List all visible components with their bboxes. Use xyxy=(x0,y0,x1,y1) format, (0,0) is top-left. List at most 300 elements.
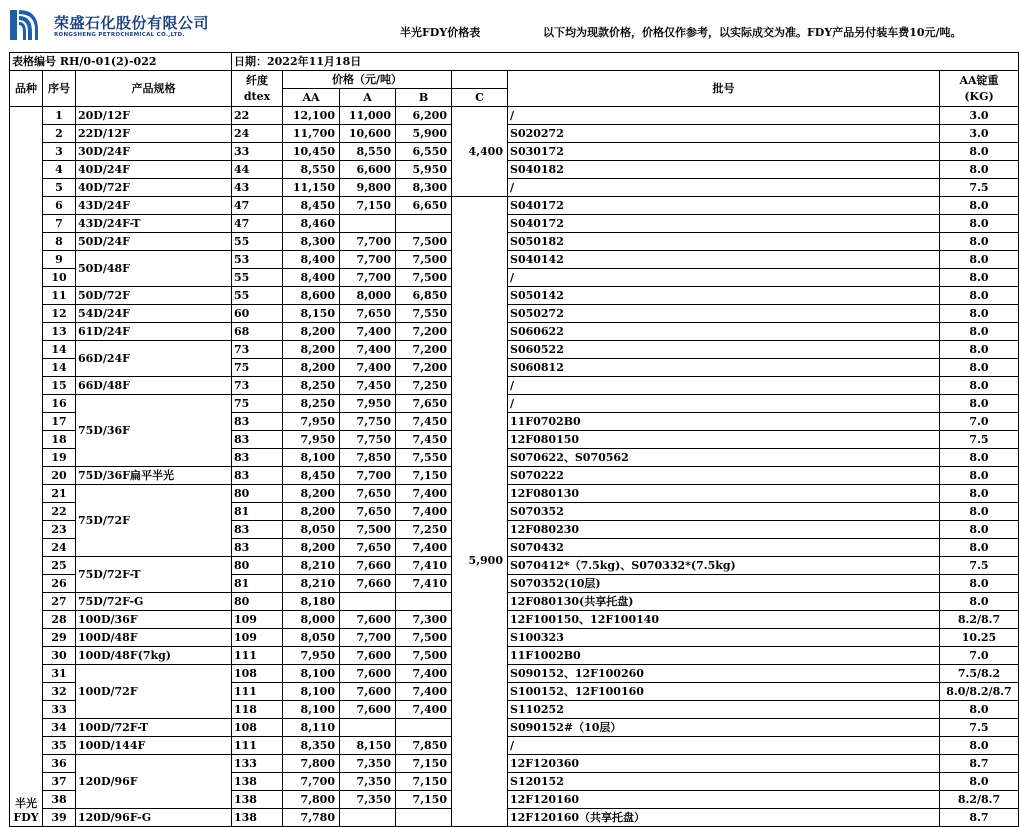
meta-row xyxy=(10,53,1019,71)
batch-cell: S050182 xyxy=(508,233,940,251)
seq-cell: 20 xyxy=(43,467,76,485)
price-b-cell: 7,150 xyxy=(396,773,452,791)
price-a-cell: 6,600 xyxy=(340,161,396,179)
price-b-cell: 7,400 xyxy=(396,683,452,701)
price-a-cell: 7,600 xyxy=(340,665,396,683)
table-row xyxy=(10,305,1019,323)
weight-cell: 8.0 xyxy=(940,215,1019,233)
batch-cell: S020272 xyxy=(508,125,940,143)
batch-cell: 12F120160（共享托盘） xyxy=(508,809,940,827)
seq-cell: 30 xyxy=(43,647,76,665)
table-row xyxy=(10,557,1019,575)
batch-cell: 11F0702B0 xyxy=(508,413,940,431)
dtex-cell: 24 xyxy=(232,125,283,143)
price-aa-cell: 7,700 xyxy=(283,773,340,791)
weight-cell: 8.7 xyxy=(940,809,1019,827)
price-aa-cell: 7,800 xyxy=(283,791,340,809)
price-aa-cell: 8,100 xyxy=(283,683,340,701)
dtex-cell: 44 xyxy=(232,161,283,179)
dtex-cell: 83 xyxy=(232,449,283,467)
spec-cell: 50D/48F xyxy=(76,251,232,287)
spec-cell: 75D/36F xyxy=(76,395,232,467)
price-note: 以下均为现款价格，价格仅作参考，以实际成交为准。FDY产品另付装车费10元/吨。 xyxy=(543,26,962,39)
batch-cell: 12F080130 xyxy=(508,485,940,503)
price-a-cell: 9,800 xyxy=(340,179,396,197)
weight-cell: 8.0 xyxy=(940,575,1019,593)
weight-cell: 3.0 xyxy=(940,107,1019,125)
batch-cell: / xyxy=(508,737,940,755)
weight-cell: 7.5 xyxy=(940,719,1019,737)
price-aa-cell: 8,450 xyxy=(283,197,340,215)
dtex-cell: 111 xyxy=(232,683,283,701)
weight-cell: 7.0 xyxy=(940,413,1019,431)
price-a-cell: 7,400 xyxy=(340,323,396,341)
dtex-cell: 22 xyxy=(232,107,283,125)
batch-cell: 12F080230 xyxy=(508,521,940,539)
seq-cell: 11 xyxy=(43,287,76,305)
price-aa-cell: 8,450 xyxy=(283,467,340,485)
table-row xyxy=(10,665,1019,683)
price-aa-cell: 8,550 xyxy=(283,161,340,179)
dtex-cell: 109 xyxy=(232,629,283,647)
price-a-cell: 7,400 xyxy=(340,341,396,359)
price-b-cell: 8,300 xyxy=(396,179,452,197)
batch-cell: S070622、S070562 xyxy=(508,449,940,467)
price-aa-cell: 8,210 xyxy=(283,557,340,575)
price-aa-cell: 8,200 xyxy=(283,503,340,521)
price-a-cell: 7,350 xyxy=(340,755,396,773)
price-b-cell: 7,500 xyxy=(396,647,452,665)
price-aa-cell: 8,050 xyxy=(283,629,340,647)
table-row xyxy=(10,719,1019,737)
price-b-cell: 6,550 xyxy=(396,143,452,161)
dtex-cell: 60 xyxy=(232,305,283,323)
price-aa-cell: 8,300 xyxy=(283,233,340,251)
price-b-cell: 7,150 xyxy=(396,755,452,773)
batch-cell: S040142 xyxy=(508,251,940,269)
price-a-cell: 7,350 xyxy=(340,791,396,809)
weight-cell: 8.2/8.7 xyxy=(940,611,1019,629)
price-a-cell: 7,600 xyxy=(340,683,396,701)
seq-cell: 14 xyxy=(43,359,76,377)
dtex-cell: 43 xyxy=(232,179,283,197)
weight-cell: 8.0 xyxy=(940,287,1019,305)
variety-label-line1: 半光 xyxy=(15,797,37,810)
dtex-cell: 55 xyxy=(232,287,283,305)
price-a-cell: 7,500 xyxy=(340,521,396,539)
dtex-cell: 73 xyxy=(232,377,283,395)
price-c-cell: 4,400 xyxy=(452,107,508,197)
price-a-cell: 7,660 xyxy=(340,575,396,593)
price-b-cell: 6,650 xyxy=(396,197,452,215)
table-row xyxy=(10,341,1019,359)
price-a-cell: 7,700 xyxy=(340,467,396,485)
table-row xyxy=(10,251,1019,269)
spec-cell: 43D/24F-T xyxy=(76,215,232,233)
weight-cell: 8.0 xyxy=(940,359,1019,377)
price-aa-cell: 7,950 xyxy=(283,647,340,665)
price-b-cell: 6,850 xyxy=(396,287,452,305)
batch-cell: S090152#（10层） xyxy=(508,719,940,737)
price-b-cell: 7,400 xyxy=(396,701,452,719)
batch-cell: / xyxy=(508,395,940,413)
spec-cell: 20D/12F xyxy=(76,107,232,125)
spec-cell: 120D/96F xyxy=(76,755,232,809)
price-aa-cell: 7,950 xyxy=(283,431,340,449)
price-aa-cell: 8,100 xyxy=(283,449,340,467)
price-a-cell: 7,700 xyxy=(340,269,396,287)
seq-cell: 29 xyxy=(43,629,76,647)
price-aa-cell: 8,250 xyxy=(283,395,340,413)
seq-cell: 5 xyxy=(43,179,76,197)
batch-cell: / xyxy=(508,377,940,395)
table-row xyxy=(10,287,1019,305)
price-aa-cell: 8,050 xyxy=(283,521,340,539)
price-aa-cell: 8,180 xyxy=(283,593,340,611)
price-a-cell: 7,650 xyxy=(340,503,396,521)
price-a-cell: 7,650 xyxy=(340,539,396,557)
batch-cell: 12F120160 xyxy=(508,791,940,809)
weight-cell: 8.0 xyxy=(940,161,1019,179)
price-b-cell: 6,200 xyxy=(396,107,452,125)
price-b-cell xyxy=(396,719,452,737)
seq-cell: 37 xyxy=(43,773,76,791)
price-aa-cell: 12,100 xyxy=(283,107,340,125)
weight-cell: 8.0 xyxy=(940,395,1019,413)
price-a-cell xyxy=(340,593,396,611)
dtex-cell: 108 xyxy=(232,719,283,737)
table-row xyxy=(10,107,1019,125)
seq-cell: 25 xyxy=(43,557,76,575)
seq-cell: 4 xyxy=(43,161,76,179)
price-b-cell: 7,500 xyxy=(396,629,452,647)
price-a-cell: 8,150 xyxy=(340,737,396,755)
weight-cell: 8.0 xyxy=(940,773,1019,791)
price-b-cell: 7,550 xyxy=(396,449,452,467)
weight-cell: 8.0 xyxy=(940,233,1019,251)
dtex-cell: 111 xyxy=(232,737,283,755)
table-row xyxy=(10,215,1019,233)
weight-cell: 8.0 xyxy=(940,485,1019,503)
price-aa-cell: 8,100 xyxy=(283,701,340,719)
spec-cell: 30D/24F xyxy=(76,143,232,161)
weight-cell: 8.0 xyxy=(940,251,1019,269)
seq-cell: 10 xyxy=(43,269,76,287)
batch-cell: S030172 xyxy=(508,143,940,161)
table-row xyxy=(10,179,1019,197)
weight-cell: 8.0 xyxy=(940,737,1019,755)
document-title: 半光FDY价格表 xyxy=(400,26,481,39)
price-b-cell: 7,400 xyxy=(396,539,452,557)
price-aa-cell: 8,400 xyxy=(283,251,340,269)
spec-cell: 40D/72F xyxy=(76,179,232,197)
spec-cell: 66D/48F xyxy=(76,377,232,395)
price-aa-cell: 7,780 xyxy=(283,809,340,827)
weight-cell: 8.0 xyxy=(940,521,1019,539)
dtex-cell: 80 xyxy=(232,593,283,611)
price-aa-cell: 8,460 xyxy=(283,215,340,233)
seq-cell: 34 xyxy=(43,719,76,737)
price-aa-cell: 8,350 xyxy=(283,737,340,755)
weight-cell: 7.0 xyxy=(940,647,1019,665)
price-aa-cell: 11,150 xyxy=(283,179,340,197)
batch-cell: S100152、12F100160 xyxy=(508,683,940,701)
dtex-cell: 83 xyxy=(232,467,283,485)
price-aa-cell: 8,200 xyxy=(283,485,340,503)
price-b-cell: 7,250 xyxy=(396,521,452,539)
weight-cell: 8.0 xyxy=(940,143,1019,161)
dtex-cell: 55 xyxy=(232,269,283,287)
seq-cell: 22 xyxy=(43,503,76,521)
price-aa-cell: 8,100 xyxy=(283,665,340,683)
seq-cell: 12 xyxy=(43,305,76,323)
dtex-cell: 133 xyxy=(232,755,283,773)
price-b-cell xyxy=(396,215,452,233)
price-a-cell: 7,700 xyxy=(340,251,396,269)
weight-cell: 8.2/8.7 xyxy=(940,791,1019,809)
price-aa-cell: 7,950 xyxy=(283,413,340,431)
batch-cell: S070432 xyxy=(508,539,940,557)
spec-cell: 54D/24F xyxy=(76,305,232,323)
seq-cell: 24 xyxy=(43,539,76,557)
batch-cell: S060812 xyxy=(508,359,940,377)
seq-cell: 8 xyxy=(43,233,76,251)
spec-cell: 75D/72F xyxy=(76,485,232,557)
seq-cell: 18 xyxy=(43,431,76,449)
price-aa-cell: 8,200 xyxy=(283,341,340,359)
company-name-cn: 荣盛石化股份有限公司 xyxy=(54,14,210,32)
price-date: 日期：2022年11月18日 xyxy=(232,53,1019,71)
spec-cell: 43D/24F xyxy=(76,197,232,215)
dtex-cell: 138 xyxy=(232,791,283,809)
seq-cell: 33 xyxy=(43,701,76,719)
price-a-cell: 7,650 xyxy=(340,305,396,323)
price-b-cell: 7,400 xyxy=(396,665,452,683)
seq-cell: 6 xyxy=(43,197,76,215)
dtex-cell: 81 xyxy=(232,503,283,521)
spec-cell: 40D/24F xyxy=(76,161,232,179)
price-aa-cell: 8,400 xyxy=(283,269,340,287)
batch-cell: S120152 xyxy=(508,773,940,791)
weight-cell: 3.0 xyxy=(940,125,1019,143)
dtex-cell: 111 xyxy=(232,647,283,665)
price-b-cell: 7,500 xyxy=(396,269,452,287)
price-a-cell: 7,700 xyxy=(340,233,396,251)
weight-cell: 8.0 xyxy=(940,593,1019,611)
weight-cell: 8.0 xyxy=(940,503,1019,521)
batch-cell: S050272 xyxy=(508,305,940,323)
seq-cell: 21 xyxy=(43,485,76,503)
dtex-cell: 47 xyxy=(232,197,283,215)
price-aa-cell: 11,700 xyxy=(283,125,340,143)
price-b-cell: 7,200 xyxy=(396,323,452,341)
dtex-cell: 33 xyxy=(232,143,283,161)
seq-cell: 31 xyxy=(43,665,76,683)
seq-cell: 7 xyxy=(43,215,76,233)
weight-cell: 8.0 xyxy=(940,269,1019,287)
spec-cell: 61D/24F xyxy=(76,323,232,341)
price-a-cell: 7,750 xyxy=(340,431,396,449)
seq-cell: 32 xyxy=(43,683,76,701)
col-weight-line1: AA锭重 xyxy=(959,73,999,87)
table-row xyxy=(10,323,1019,341)
seq-cell: 26 xyxy=(43,575,76,593)
price-b-cell: 7,500 xyxy=(396,251,452,269)
batch-cell: / xyxy=(508,179,940,197)
seq-cell: 36 xyxy=(43,755,76,773)
price-a-cell: 7,700 xyxy=(340,629,396,647)
table-row xyxy=(10,593,1019,611)
seq-cell: 16 xyxy=(43,395,76,413)
batch-cell: S040172 xyxy=(508,215,940,233)
dtex-cell: 138 xyxy=(232,809,283,827)
price-aa-cell: 8,600 xyxy=(283,287,340,305)
price-b-cell: 7,400 xyxy=(396,485,452,503)
price-table xyxy=(9,52,1019,827)
price-a-cell: 10,600 xyxy=(340,125,396,143)
price-a-cell xyxy=(340,719,396,737)
seq-cell: 35 xyxy=(43,737,76,755)
dtex-cell: 73 xyxy=(232,341,283,359)
price-a-cell: 7,660 xyxy=(340,557,396,575)
price-aa-cell: 8,200 xyxy=(283,539,340,557)
col-variety: 品种 xyxy=(10,71,43,107)
weight-cell: 7.5 xyxy=(940,557,1019,575)
price-b-cell: 5,900 xyxy=(396,125,452,143)
col-dtex-line1: 纤度 xyxy=(246,73,268,87)
col-weight xyxy=(940,71,1019,107)
price-a-cell: 7,600 xyxy=(340,611,396,629)
price-a-cell: 8,000 xyxy=(340,287,396,305)
price-b-cell: 7,400 xyxy=(396,503,452,521)
batch-cell: S060522 xyxy=(508,341,940,359)
spec-cell: 22D/12F xyxy=(76,125,232,143)
price-aa-cell: 8,210 xyxy=(283,575,340,593)
weight-cell: 8.0 xyxy=(940,539,1019,557)
batch-cell: 11F1002B0 xyxy=(508,647,940,665)
spec-cell: 120D/96F-G xyxy=(76,809,232,827)
weight-cell: 8.0/8.2/8.7 xyxy=(940,683,1019,701)
spec-cell: 100D/144F xyxy=(76,737,232,755)
batch-cell: 12F100150、12F100140 xyxy=(508,611,940,629)
batch-cell: S040172 xyxy=(508,197,940,215)
dtex-cell: 53 xyxy=(232,251,283,269)
dtex-cell: 138 xyxy=(232,773,283,791)
price-aa-cell: 8,250 xyxy=(283,377,340,395)
weight-cell: 10.25 xyxy=(940,629,1019,647)
batch-cell: 12F080150 xyxy=(508,431,940,449)
weight-cell: 8.0 xyxy=(940,377,1019,395)
dtex-cell: 80 xyxy=(232,485,283,503)
batch-cell: S110252 xyxy=(508,701,940,719)
weight-cell: 7.5/8.2 xyxy=(940,665,1019,683)
weight-cell: 8.0 xyxy=(940,305,1019,323)
table-row xyxy=(10,161,1019,179)
dtex-cell: 118 xyxy=(232,701,283,719)
document-header xyxy=(0,0,1020,52)
dtex-cell: 81 xyxy=(232,575,283,593)
seq-cell: 2 xyxy=(43,125,76,143)
dtex-cell: 109 xyxy=(232,611,283,629)
weight-cell: 7.5 xyxy=(940,179,1019,197)
weight-cell: 8.0 xyxy=(940,197,1019,215)
price-b-cell: 7,550 xyxy=(396,305,452,323)
seq-cell: 15 xyxy=(43,377,76,395)
price-b-cell: 7,200 xyxy=(396,341,452,359)
seq-cell: 27 xyxy=(43,593,76,611)
price-b-cell: 7,150 xyxy=(396,791,452,809)
dtex-cell: 80 xyxy=(232,557,283,575)
price-a-cell: 7,650 xyxy=(340,485,396,503)
weight-cell: 7.5 xyxy=(940,431,1019,449)
batch-cell: 12F120360 xyxy=(508,755,940,773)
spec-cell: 100D/72F xyxy=(76,665,232,719)
price-b-cell: 7,200 xyxy=(396,359,452,377)
weight-cell: 8.0 xyxy=(940,701,1019,719)
spec-cell: 75D/36F扁平半光 xyxy=(76,467,232,485)
dtex-cell: 55 xyxy=(232,233,283,251)
col-dtex xyxy=(232,71,283,107)
col-a: A xyxy=(340,89,396,107)
weight-cell: 8.0 xyxy=(940,323,1019,341)
table-row xyxy=(10,467,1019,485)
dtex-cell: 108 xyxy=(232,665,283,683)
col-price-group: 价格（元/吨） xyxy=(283,71,452,89)
batch-cell: S100323 xyxy=(508,629,940,647)
batch-cell: / xyxy=(508,269,940,287)
col-seq: 序号 xyxy=(43,71,76,107)
variety-label-line2: FDY xyxy=(13,811,39,824)
spec-cell: 75D/72F-G xyxy=(76,593,232,611)
batch-cell: / xyxy=(508,107,940,125)
col-aa: AA xyxy=(283,89,340,107)
spec-cell: 100D/36F xyxy=(76,611,232,629)
price-a-cell: 7,600 xyxy=(340,701,396,719)
price-aa-cell: 10,450 xyxy=(283,143,340,161)
table-row xyxy=(10,143,1019,161)
header-row-1 xyxy=(10,71,1019,89)
price-b-cell: 7,300 xyxy=(396,611,452,629)
table-row xyxy=(10,629,1019,647)
price-b-cell: 7,410 xyxy=(396,575,452,593)
dtex-cell: 47 xyxy=(232,215,283,233)
seq-cell: 1 xyxy=(43,107,76,125)
batch-cell: 12F080130(共享托盘) xyxy=(508,593,940,611)
col-c: C xyxy=(452,89,508,107)
price-a-cell: 7,450 xyxy=(340,377,396,395)
price-b-cell: 5,950 xyxy=(396,161,452,179)
rongsheng-logo-icon xyxy=(10,10,40,40)
table-row xyxy=(10,233,1019,251)
col-b: B xyxy=(396,89,452,107)
spec-cell: 100D/48F xyxy=(76,629,232,647)
price-b-cell: 7,450 xyxy=(396,431,452,449)
weight-cell: 8.0 xyxy=(940,467,1019,485)
price-c-cell: 5,900 xyxy=(452,197,508,827)
dtex-cell: 68 xyxy=(232,323,283,341)
form-number: 表格编号 RH/0-01(2)-022 xyxy=(10,53,232,71)
variety-cell xyxy=(10,107,43,827)
weight-cell: 8.7 xyxy=(940,755,1019,773)
seq-cell: 13 xyxy=(43,323,76,341)
price-b-cell: 7,410 xyxy=(396,557,452,575)
table-row xyxy=(10,395,1019,413)
col-weight-line2: (KG) xyxy=(964,89,994,103)
price-a-cell xyxy=(340,215,396,233)
price-a-cell: 7,150 xyxy=(340,197,396,215)
price-a-cell: 8,550 xyxy=(340,143,396,161)
dtex-cell: 83 xyxy=(232,413,283,431)
